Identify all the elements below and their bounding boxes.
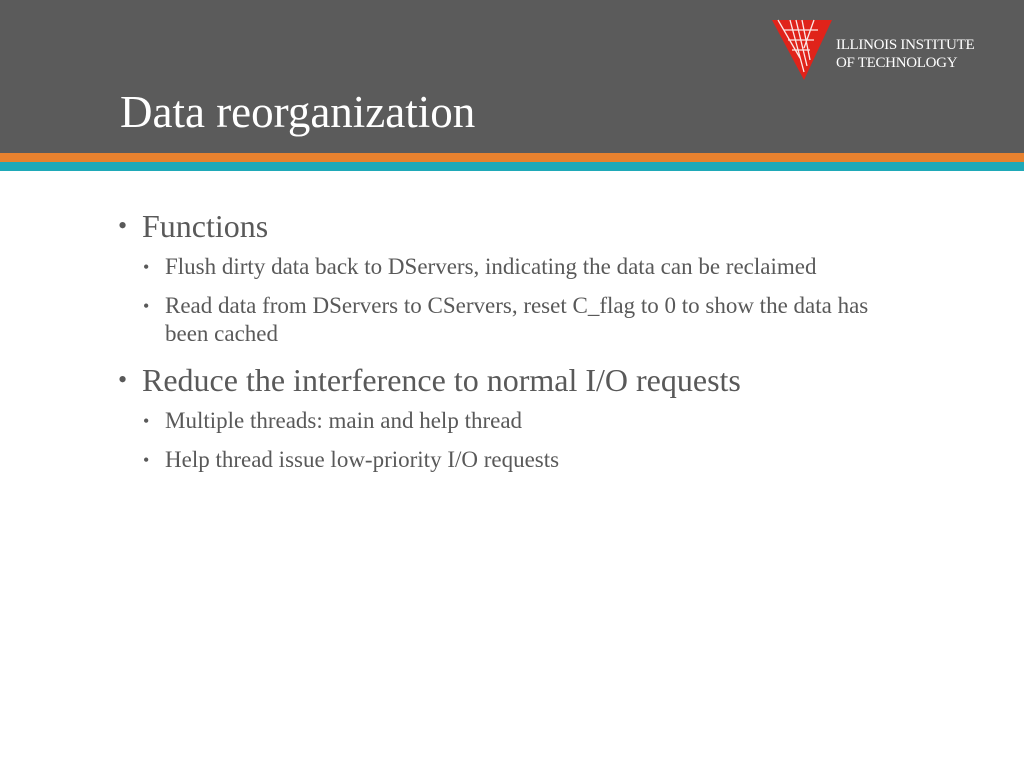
- bullet-dot-icon: •: [118, 211, 128, 240]
- sub-bullet-text: Help thread issue low-priority I/O requests: [165, 447, 560, 472]
- sub-bullet-dot-icon: •: [143, 257, 150, 277]
- bullet-level2: [118, 446, 908, 474]
- sub-bullet-list: [118, 253, 908, 348]
- sub-bullet-text: Multiple threads: main and help thread: [165, 408, 523, 433]
- sub-bullet-text: Read data from DServers to CServers, reset C_flag to 0 to show the data has been cached: [165, 293, 869, 346]
- iit-logo-mark-icon: [770, 18, 834, 82]
- iit-logo: [770, 18, 1000, 84]
- logo-line-1: ILLINOIS INSTITUTE: [836, 37, 975, 53]
- bullet-level2: [118, 407, 908, 435]
- slide-title: Data reorganization: [120, 87, 476, 137]
- bullet-level2: [118, 292, 908, 348]
- sub-bullet-list: [118, 407, 908, 474]
- bullet-level1: [118, 205, 908, 247]
- header-stripe-orange: [0, 153, 1024, 162]
- slide-body: [118, 205, 908, 485]
- bullet-group-1: [118, 205, 908, 348]
- sub-bullet-dot-icon: •: [143, 450, 150, 470]
- bullet-level1: [118, 359, 908, 401]
- bullet-level2: [118, 253, 908, 281]
- bullet-text: Functions: [142, 208, 269, 244]
- bullet-group-2: [118, 359, 908, 474]
- logo-text: [836, 36, 974, 72]
- bullet-text: Reduce the interference to normal I/O requests: [142, 362, 741, 398]
- sub-bullet-dot-icon: •: [143, 411, 150, 431]
- sub-bullet-dot-icon: •: [143, 296, 150, 316]
- slide-header: [0, 0, 1024, 153]
- header-stripe-teal: [0, 162, 1024, 171]
- logo-line-2: OF TECHNOLOGY: [836, 55, 958, 71]
- sub-bullet-text: Flush dirty data back to DServers, indicating the data can be reclaimed: [165, 254, 817, 279]
- bullet-dot-icon: •: [118, 365, 128, 394]
